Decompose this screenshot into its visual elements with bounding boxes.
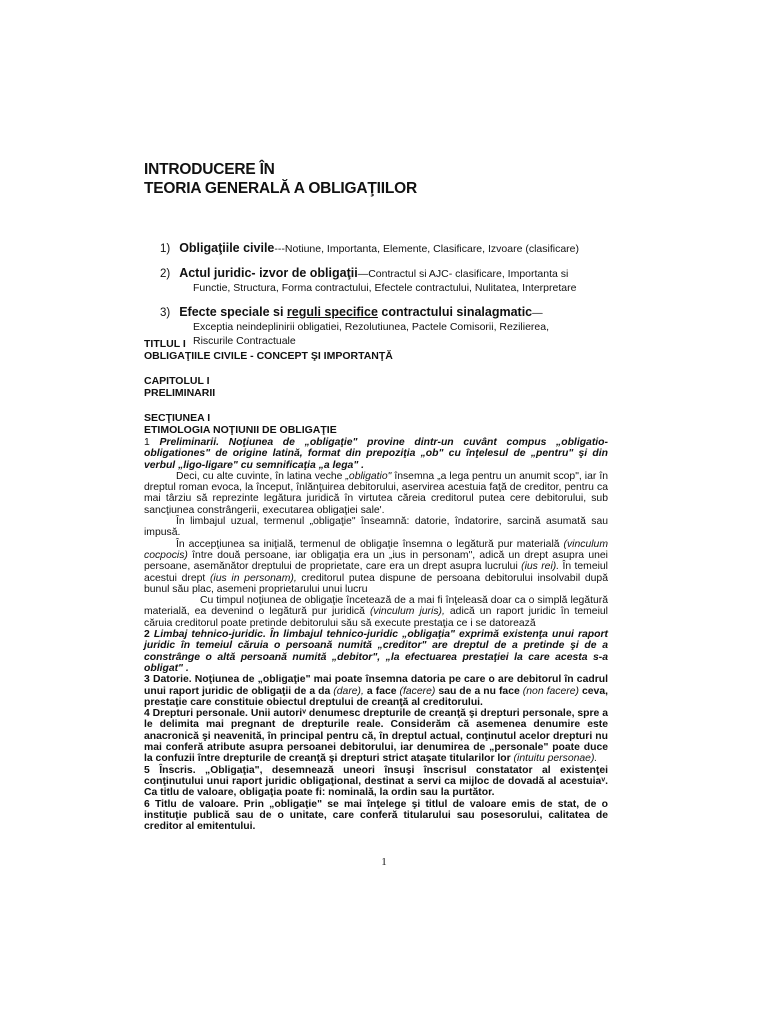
- outline-number: 1): [160, 243, 171, 255]
- outline-description: Contractul si AJC- clasificare, Importanta si: [368, 268, 569, 280]
- text-run: Deci, cu alte cuvinte, în latina veche: [176, 470, 346, 482]
- paragraph: [144, 674, 608, 708]
- text-run-italic: „obligatio": [345, 470, 392, 482]
- paragraph: [144, 595, 608, 629]
- outline-continuation: Exceptia neindeplinirii obligatiei, Rezolutiunea, Pactele Comisorii, Rezilierea,: [193, 321, 550, 333]
- section-block: [144, 412, 614, 436]
- paragraph: 6 Titlu de valoare. Prin „obligaţie" se mai înţelege şi titlul de valoare emis de stat, de o instituţie publică sau de o unitate, care conferă titularului sau posesorului, calitatea de creditor al emitentului.: [144, 798, 608, 833]
- titlu-label: TITLUL I: [144, 338, 186, 350]
- chapter-name: PRELIMINARII: [144, 387, 216, 399]
- title-line-2: TEORIA GENERALĂ A OBLIGAŢIILOR: [144, 180, 417, 197]
- paragraph-text: În limbajul tehnico-juridic „obligaţia" exprimă existenţa unui raport juridic în temeiul căruia o persoană numită „creditor" are dreptul de a pretinde şi de a constrânge o altă persoană numită „debitor", „la efectuarea prestaţiei la care acesta s-a obligat" .: [144, 629, 609, 674]
- outline-heading-underlined: reguli specifice: [286, 305, 378, 319]
- text-run: sau de a nu face: [435, 685, 523, 697]
- outline-heading: Obligaţiile civile: [179, 241, 275, 255]
- text-run: a face: [363, 685, 400, 697]
- outline-continuation: Riscurile Contractuale: [193, 335, 296, 347]
- paragraph: [144, 708, 608, 764]
- text-run: 3 Datorie. Noţiunea de „obligaţie" mai poate însemna datoria pe care o are debitorul în cadrul unui raport juridic de obligaţii de a da: [144, 674, 608, 697]
- text-run: însemna „a lega pentru un anumit scop", iar în dreptul roman evoca, la început, înlănţuirea debitorului, aservirea acestuia faţă de creditor, pentru ca mai târziu să reprezinte legătura juridică în virtutea căreia creditorul putea cere debitorului, sub sancţiunea constrângerii, executarea obligaţiei sale'.: [144, 470, 608, 516]
- paragraph: În limbajul uzual, termenul „obligaţie" înseamnă: datorie, îndatorire, sarcină asumată sau impusă.: [144, 516, 608, 539]
- text-run: între două persoane, iar obligaţia era un „ius in personam", adică un drept asupra unei persoane, asemănător dreptului de proprietate, care era un drept asupra lucrului: [144, 549, 608, 573]
- paragraph-number: 1: [144, 437, 150, 448]
- text-run: ceva, prestaţie care constituie obiectul dreptului de creanţă al creditorului.: [144, 685, 608, 708]
- outline-item: [160, 266, 610, 295]
- outline-continuation: Functie, Structura, Forma contractului, Efectele contractului, Nulitatea, Interpretare: [193, 282, 577, 294]
- outline-separator: —: [532, 307, 543, 319]
- outline-heading: Actul juridic- izvor de obligaţii: [179, 266, 358, 280]
- text-run-italic: (vinculum juris),: [369, 606, 445, 618]
- outline-separator: —: [357, 268, 369, 280]
- text-run: Cu timpul noţiunea de obligaţie încetează de a mai fi înţeleasă doar ca o simplă legătură materială, ea devenind o legătură pur juridică: [144, 595, 608, 618]
- paragraph: [144, 471, 608, 516]
- titlu-name: OBLIGAŢIILE CIVILE - CONCEPT ŞI IMPORTANŢĂ: [144, 350, 393, 362]
- text-run: În temeiul acestui drept: [144, 561, 608, 584]
- text-run-italic: (dare),: [333, 685, 364, 697]
- text-run: În accepţiunea sa iniţială, termenul de obligaţie însemna o legătură pur materială: [176, 538, 564, 550]
- text-run-italic: (non facere): [522, 685, 579, 697]
- outline-item: [160, 241, 610, 256]
- paragraph: 5 Înscris. „Obligaţia", desemnează uneori însuşi înscrisul constatator al existenţei conţinutului unui raport juridic obligaţional, destinat a servi ca mijloc de dovadă al acestuiaᵛ. Ca titlu de valoare, obligaţia poate fi: nominală, la ordin sau la purtător.: [144, 764, 608, 799]
- document-body: [144, 437, 608, 832]
- outline-number: 2): [160, 268, 171, 280]
- outline-separator: ---: [274, 243, 285, 255]
- section-label: SECŢIUNEA I: [144, 412, 211, 424]
- chapter-label: CAPITOLUL I: [144, 375, 210, 387]
- outline-description: Notiune, Importanta, Elemente, Clasificare, Izvoare (clasificare): [284, 243, 580, 255]
- text-run-italic: (ius in personam),: [209, 572, 297, 584]
- section-name: ETIMOLOGIA NOŢIUNII DE OBLIGAŢIE: [144, 424, 337, 436]
- paragraph-number: 2: [144, 629, 150, 641]
- paragraph: [144, 539, 608, 595]
- text-run: adică un raport juridic în temeiul căruia creditorul poate pretinde debitorului său să execute prestaţia ce i se datorează: [144, 606, 608, 629]
- chapter-block: [144, 375, 614, 399]
- title-block: [144, 338, 614, 362]
- paragraph-title: Preliminarii.: [159, 437, 219, 448]
- page-number: 1: [381, 856, 387, 868]
- text-run-italic: (ius rei).: [521, 561, 560, 573]
- outline-heading-end: contractului sinalagmatic: [377, 305, 533, 319]
- title-line-1: INTRODUCERE ÎN: [144, 161, 275, 178]
- outline-number: 3): [160, 307, 171, 319]
- text-run: creditorul putea dispune de persoana debitorului insolvabil după bunul său plac, asemeni proprietarului unui lucru: [144, 572, 608, 595]
- outline-heading: Efecte speciale si: [179, 305, 287, 319]
- text-run-italic: (vinculum cocpocis): [144, 538, 608, 561]
- text-run-italic: (intuitu personae).: [513, 753, 598, 765]
- paragraph: [144, 629, 608, 674]
- text-run: 4 Drepturi personale. Unii autoriᵛ denumesc drepturile de creanţă şi drepturi personale, spre a le delimita mai pregnant de drepturile reale. Considerăm că asemenea denumire este anacronică şi neavenită, în principal pentru că, în dreptul actual, conţinutul acelor drepturi nu mai conferă atribute asupra persoanei debitorului, iar denumirea de „personale" poate duce la confuzii între drepturile de creanţă şi drepturi strict ataşate titularilor lor: [144, 708, 608, 765]
- paragraph-text: Noţiunea de „obligaţie" provine dintr-un cuvânt compus „obligatio-obligationes" de origine latină, format din prepoziţia „ob" cu înţelesul de „pentru" şi din verbul „ligo-ligare" cu semnificaţia „a lega" .: [144, 437, 608, 471]
- paragraph: [144, 437, 608, 471]
- paragraph-title: Limbaj tehnico-juridic.: [153, 629, 266, 641]
- text-run-italic: (facere): [399, 685, 436, 697]
- section-headings: [144, 338, 614, 449]
- document-title: [144, 160, 417, 198]
